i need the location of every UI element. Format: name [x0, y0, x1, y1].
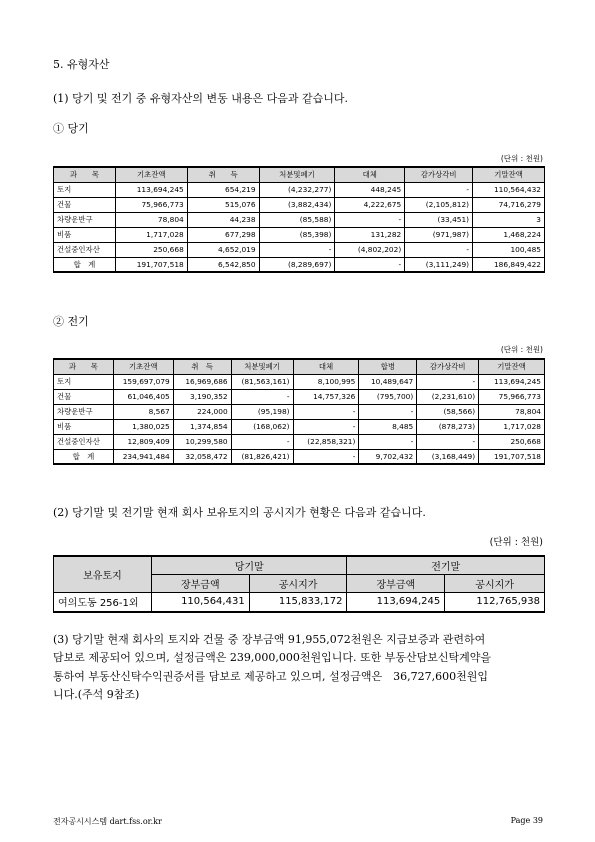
row-label: 차량운반구 [54, 212, 116, 227]
table-cell: - [335, 212, 405, 227]
table-cell: (971,987) [405, 227, 473, 242]
table-row [54, 227, 545, 242]
land-price-table [53, 555, 545, 613]
land-name: 여의도동 256-1외 [54, 592, 152, 612]
land-unit-label: (단위 : 천원) [489, 537, 543, 548]
column-header: 처분및폐기 [231, 359, 293, 374]
table-cell: 8,100,995 [293, 374, 359, 389]
table-cell: 100,485 [473, 242, 545, 257]
column-header: 합병 [359, 359, 417, 374]
table-cell: - [293, 419, 359, 434]
table-cell: 250,668 [479, 434, 545, 449]
table-cell: - [231, 434, 293, 449]
table-cell: 32,058,472 [173, 449, 231, 464]
table-cell: 515,076 [187, 197, 259, 212]
table-cell: 234,941,484 [113, 449, 173, 464]
table-cell: 1,380,025 [113, 419, 173, 434]
table-cell: 8,567 [113, 404, 173, 419]
table-row [54, 449, 545, 464]
column-header: 대체 [335, 167, 405, 182]
table-row [54, 212, 545, 227]
table-cell: (85,588) [259, 212, 335, 227]
row-label: 건물 [54, 389, 114, 404]
land-book-prior: 113,694,245 [347, 592, 445, 612]
row-label: 건설중인자산 [54, 434, 114, 449]
table-cell: 186,849,422 [473, 257, 545, 272]
land-official-current: 115,833,172 [249, 592, 347, 612]
column-header: 과 목 [54, 167, 116, 182]
land-book-current: 110,564,431 [151, 592, 249, 612]
table-row [54, 374, 545, 389]
table-row [54, 257, 545, 272]
table-cell: (33,451) [405, 212, 473, 227]
table-cell: 3,190,352 [173, 389, 231, 404]
table-cell: (22,858,321) [293, 434, 359, 449]
table-cell: 113,694,245 [115, 182, 187, 197]
current-period-label: ① 당기 [53, 122, 89, 135]
column-header: 기말잔액 [473, 167, 545, 182]
table-cell: 14,757,326 [293, 389, 359, 404]
table-cell: (85,398) [259, 227, 335, 242]
table-cell: 78,804 [479, 404, 545, 419]
prior-period-label: ② 전기 [53, 315, 89, 328]
column-header: 기초잔액 [115, 167, 187, 182]
table-cell: 16,969,686 [173, 374, 231, 389]
row-label: 합 계 [54, 257, 116, 272]
row-label: 합 계 [54, 449, 114, 464]
paragraph-3-line: 담보로 제공되어 있으며, 설정금액은 239,000,000천원입니다. 또한 부동산담보신탁계약을 [53, 651, 491, 665]
prior-ppe-table [53, 358, 545, 465]
table-cell: - [293, 404, 359, 419]
table-cell: 159,697,079 [113, 374, 173, 389]
table-cell: (8,289,697) [259, 257, 335, 272]
table-row [54, 419, 545, 434]
land-col-header: 보유토지 [54, 556, 152, 592]
table-cell: - [417, 434, 479, 449]
table-cell: - [359, 404, 417, 419]
table-cell: 9,702,432 [359, 449, 417, 464]
section-title: 5. 유형자산 [53, 58, 110, 71]
table-cell: 75,966,773 [479, 389, 545, 404]
prior-unit-label: (단위 : 천원) [500, 345, 543, 354]
paragraph-2: (2) 당기말 및 전기말 현재 회사 보유토지의 공시지가 현황은 다음과 같습니다. [53, 506, 426, 519]
table-cell: 1,717,028 [479, 419, 545, 434]
table-cell: - [405, 182, 473, 197]
table-row [54, 404, 545, 419]
column-header: 감가상각비 [405, 167, 473, 182]
table-cell: 654,219 [187, 182, 259, 197]
table-cell: - [231, 389, 293, 404]
column-header: 취 득 [173, 359, 231, 374]
land-sub-official-current: 공시지가 [249, 574, 347, 592]
table-cell: - [335, 257, 405, 272]
table-cell: 3 [473, 212, 545, 227]
land-sub-book-prior: 장부금액 [347, 574, 445, 592]
table-cell: (4,232,277) [259, 182, 335, 197]
table-cell: 1,374,854 [173, 419, 231, 434]
table-cell: 44,238 [187, 212, 259, 227]
table-cell: 250,668 [115, 242, 187, 257]
paragraph-3-line: (3) 당기말 현재 회사의 토지와 건물 중 장부금액 91,955,072천원은 지급보증과 관련하여 [53, 633, 486, 646]
row-label: 건설중인자산 [54, 242, 116, 257]
row-label: 비품 [54, 419, 114, 434]
current-unit-label: (단위 : 천원) [500, 154, 543, 163]
column-header: 감가상각비 [417, 359, 479, 374]
table-cell: 10,299,580 [173, 434, 231, 449]
row-label: 토지 [54, 374, 114, 389]
table-cell: 677,298 [187, 227, 259, 242]
table-cell: (878,273) [417, 419, 479, 434]
row-label: 건물 [54, 197, 116, 212]
table-cell: 1,468,224 [473, 227, 545, 242]
table-row [54, 182, 545, 197]
table-cell: 1,717,028 [115, 227, 187, 242]
column-header: 기말잔액 [479, 359, 545, 374]
land-sub-official-prior: 공시지가 [445, 574, 545, 592]
table-cell: (81,563,161) [231, 374, 293, 389]
table-cell: 10,489,647 [359, 374, 417, 389]
table-cell: - [293, 449, 359, 464]
current-ppe-table [53, 166, 545, 273]
table-cell: 191,707,518 [115, 257, 187, 272]
column-header: 취 득 [187, 167, 259, 182]
table-cell: 8,485 [359, 419, 417, 434]
page-number: Page 39 [510, 816, 543, 825]
paragraph-1: (1) 당기 및 전기 중 유형자산의 변동 내용은 다음과 같습니다. [53, 92, 348, 105]
table-cell: (3,111,249) [405, 257, 473, 272]
table-cell: 75,966,773 [115, 197, 187, 212]
table-cell: 113,694,245 [479, 374, 545, 389]
table-cell: 4,222,675 [335, 197, 405, 212]
table-cell: 448,245 [335, 182, 405, 197]
footer-source: 전자공시시스템 dart.fss.or.kr [53, 817, 162, 826]
table-cell: 6,542,850 [187, 257, 259, 272]
table-cell: 110,564,432 [473, 182, 545, 197]
table-row [54, 434, 545, 449]
table-cell: (95,198) [231, 404, 293, 419]
table-row [54, 197, 545, 212]
table-cell: 131,282 [335, 227, 405, 242]
table-cell: 61,046,405 [113, 389, 173, 404]
table-cell: - [405, 242, 473, 257]
table-cell: (81,826,421) [231, 449, 293, 464]
land-group-prior: 전기말 [347, 556, 545, 574]
table-cell: (3,168,449) [417, 449, 479, 464]
land-group-current: 당기말 [151, 556, 347, 574]
table-cell: (2,231,610) [417, 389, 479, 404]
table-cell: 191,707,518 [479, 449, 545, 464]
table-cell: (2,105,812) [405, 197, 473, 212]
column-header: 대체 [293, 359, 359, 374]
row-label: 비품 [54, 227, 116, 242]
table-cell: (795,700) [359, 389, 417, 404]
column-header: 기초잔액 [113, 359, 173, 374]
row-label: 토지 [54, 182, 116, 197]
land-official-prior: 112,765,938 [445, 592, 545, 612]
paragraph-3-line: 통하여 부동산신탁수익권증서를 담보로 제공하고 있으며, 설정금액은 36,727,600천원입 [53, 669, 488, 683]
column-header: 과 목 [54, 359, 114, 374]
table-cell: 4,652,019 [187, 242, 259, 257]
table-row [54, 389, 545, 404]
table-cell: 74,716,279 [473, 197, 545, 212]
table-cell: - [359, 434, 417, 449]
column-header: 처분및폐기 [259, 167, 335, 182]
table-cell: 12,809,409 [113, 434, 173, 449]
table-cell: 224,000 [173, 404, 231, 419]
table-cell: - [259, 242, 335, 257]
table-cell: (3,882,434) [259, 197, 335, 212]
table-cell: 78,804 [115, 212, 187, 227]
paragraph-3 [53, 631, 543, 704]
paragraph-3-line: 니다.(주석 9참조) [53, 687, 140, 701]
table-row [54, 242, 545, 257]
row-label: 차량운반구 [54, 404, 114, 419]
table-cell: (4,802,202) [335, 242, 405, 257]
land-sub-book-current: 장부금액 [151, 574, 249, 592]
table-cell: (168,062) [231, 419, 293, 434]
table-cell: - [417, 374, 479, 389]
table-cell: (58,566) [417, 404, 479, 419]
